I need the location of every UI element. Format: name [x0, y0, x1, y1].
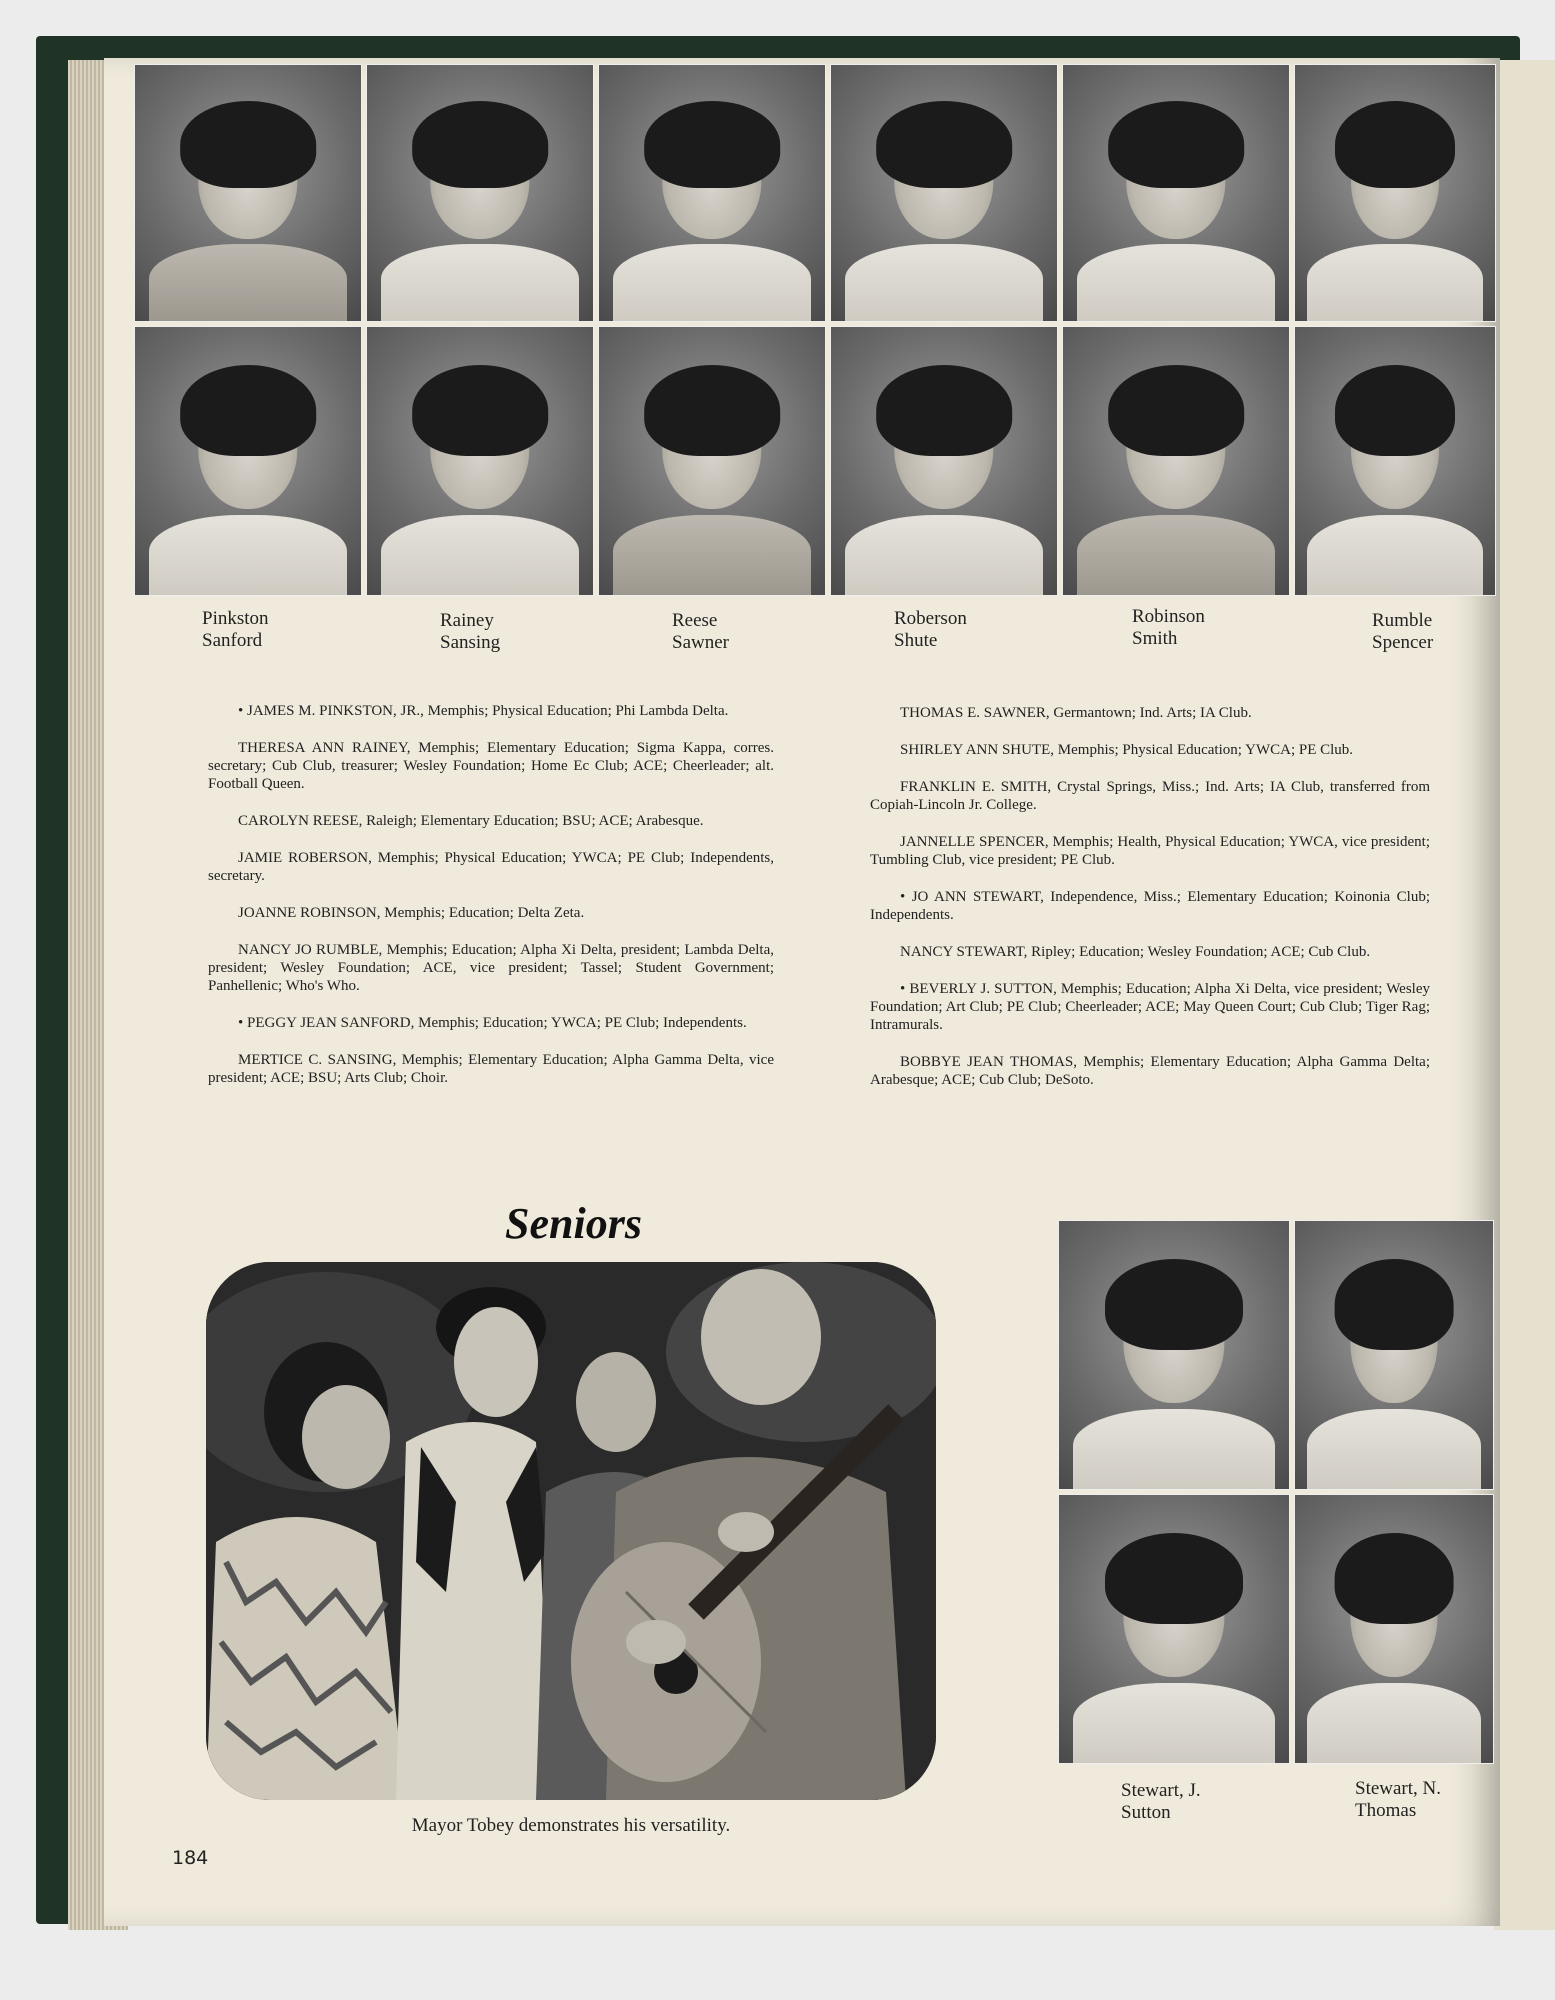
portrait-rainey: [366, 64, 594, 322]
bio-entry: • JAMES M. PINKSTON, JR., Memphis; Physical Education; Phi Lambda Delta.: [238, 703, 729, 719]
portrait-sansing: [366, 326, 594, 596]
bio-entry: JOANNE ROBINSON, Memphis; Education; Delta Zeta.: [238, 905, 585, 921]
bio-column-left: [208, 702, 774, 1106]
name-top: Rumble: [1372, 610, 1433, 631]
name-bottom: Smith: [1132, 628, 1178, 649]
bio-entry: SHIRLEY ANN SHUTE, Memphis; Physical Education; YWCA; PE Club.: [900, 742, 1354, 758]
portrait-thomas: [1294, 1494, 1494, 1764]
name-bottom: Spencer: [1372, 632, 1434, 653]
name-caption-7: [1121, 1780, 1201, 1824]
name-caption-1: [202, 608, 269, 652]
name-caption-4: [894, 608, 967, 652]
portrait-rumble: [1294, 64, 1496, 322]
bio-entry: FRANKLIN E. SMITH, Crystal Springs, Miss.; Ind. Arts; IA Club, transferred from Copiah-Lincoln Jr. College.: [870, 779, 1430, 813]
bio-entry: NANCY STEWART, Ripley; Education; Wesley Foundation; ACE; Cub Club.: [900, 944, 1371, 960]
portrait-spencer: [1294, 326, 1496, 596]
name-caption-5: [1132, 606, 1205, 650]
portrait-shute: [830, 326, 1058, 596]
portrait-sawner: [598, 326, 826, 596]
portrait-robinson: [1062, 64, 1290, 322]
name-bottom: Sawner: [672, 632, 729, 653]
name-bottom: Thomas: [1355, 1800, 1417, 1821]
bio-entry: BOBBYE JEAN THOMAS, Memphis; Elementary Education; Alpha Gamma Delta; Arabesque; ACE; Cub Club; DeSoto.: [870, 1054, 1430, 1088]
name-caption-8: [1355, 1778, 1441, 1822]
bio-column-right: [870, 704, 1430, 1108]
portrait-reese: [598, 64, 826, 322]
name-bottom: Sutton: [1121, 1802, 1171, 1823]
name-top: Stewart, N.: [1355, 1778, 1442, 1799]
name-caption-6: [1372, 610, 1433, 654]
name-top: Pinkston: [202, 608, 269, 629]
bio-entry: CAROLYN REESE, Raleigh; Elementary Education; BSU; ACE; Arabesque.: [238, 813, 704, 829]
name-caption-3: [672, 610, 729, 654]
bio-entry: NANCY JO RUMBLE, Memphis; Education; Alpha Xi Delta, president; Lambda Delta, president; Wesley Foundation; ACE, vice president; Tassel; Student Government; Panhellenic; Who's Who.: [208, 942, 774, 994]
page-number: 184: [172, 1847, 209, 1869]
name-bottom: Shute: [894, 630, 938, 651]
bio-entry: JANNELLE SPENCER, Memphis; Health, Physical Education; YWCA, vice president; Tumbling Club, vice president; PE Club.: [870, 834, 1430, 868]
name-top: Roberson: [894, 608, 967, 629]
name-bottom: Sanford: [202, 630, 263, 651]
name-top: Stewart, J.: [1121, 1780, 1201, 1801]
bio-entry: MERTICE C. SANSING, Memphis; Elementary Education; Alpha Gamma Delta, vice president; ACE; BSU; Arts Club; Choir.: [208, 1052, 774, 1086]
bio-entry: JAMIE ROBERSON, Memphis; Physical Education; YWCA; PE Club; Independents, secretary.: [208, 850, 774, 884]
portrait-roberson: [830, 64, 1058, 322]
portrait-stewart-n: [1294, 1220, 1494, 1490]
facing-page-edge: [1494, 60, 1555, 1930]
bio-entry: • PEGGY JEAN SANFORD, Memphis; Education; YWCA; PE Club; Independents.: [238, 1015, 747, 1031]
portrait-pinkston: [134, 64, 362, 322]
section-title: Seniors: [505, 1199, 642, 1248]
bio-entry: • JO ANN STEWART, Independence, Miss.; Elementary Education; Koinonia Club; Independents.: [870, 889, 1430, 923]
candid-photo: [206, 1262, 936, 1800]
name-top: Rainey: [440, 610, 494, 631]
bio-entry: • BEVERLY J. SUTTON, Memphis; Education; Alpha Xi Delta, vice president; Wesley Foundation; Art Club; PE Club; Cheerleader; ACE; May Queen Court; Cub Club; Tiger Rag; Intramurals.: [870, 981, 1430, 1033]
portrait-stewart-j: [1058, 1220, 1290, 1490]
name-top: Reese: [672, 610, 718, 631]
name-top: Robinson: [1132, 606, 1205, 627]
bio-entry: THERESA ANN RAINEY, Memphis; Elementary Education; Sigma Kappa, corres. secretary; Cub Club, treasurer; Wesley Foundation; Home Ec Club; ACE; Cheerleader; alt. Football Queen.: [208, 740, 774, 792]
name-bottom: Sansing: [440, 632, 501, 653]
candid-photo-illustration: [206, 1262, 936, 1800]
portrait-smith: [1062, 326, 1290, 596]
portrait-sutton: [1058, 1494, 1290, 1764]
portrait-sanford: [134, 326, 362, 596]
name-caption-2: [440, 610, 500, 654]
photo-caption: Mayor Tobey demonstrates his versatility.: [411, 1815, 731, 1836]
bio-entry: THOMAS E. SAWNER, Germantown; Ind. Arts; IA Club.: [900, 705, 1252, 721]
